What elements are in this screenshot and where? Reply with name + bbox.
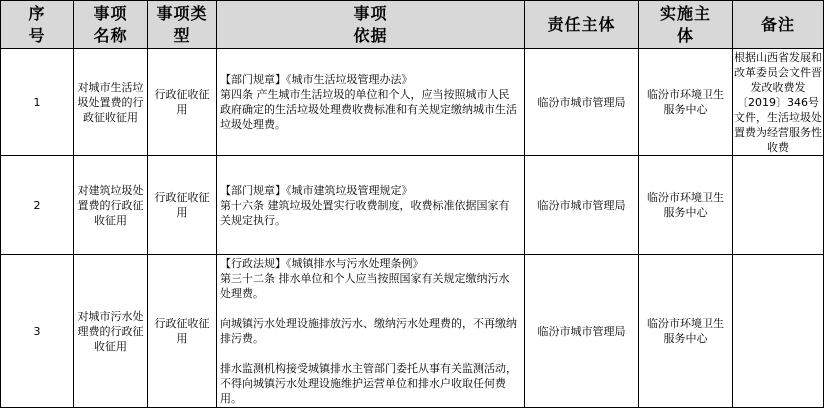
basis-paragraph: 【部门规章】《城市生活垃圾管理办法》 第四条 产生城市生活垃圾的单位和个人，应当按照城市人民政府确定的生活垃圾处理费收费标准和有关规定缴纳城市生活垃圾处理费。: [220, 73, 517, 131]
row-item-name: 对城市污水处理费的行政征收征用: [74, 255, 148, 408]
header-note-label: 备注: [760, 14, 795, 34]
row-responsible: 临汾市城市管理局: [525, 156, 639, 255]
basis-paragraph: 【部门规章】《城市建筑垃圾管理规定》 第十六条 建筑垃圾处置实行收费制度，收费标准依据国家有关规定执行。: [220, 183, 510, 227]
header-row: [1, 1, 824, 49]
row-seq: 1: [1, 49, 74, 156]
header-responsible-label: 责任主体: [547, 14, 616, 34]
row-basis: [217, 49, 525, 156]
basis-paragraph: 排水监测机构接受城镇排水主管部门委托从事有关监测活动，不得向城镇污水处理设施维护运营单位和排水户收取任何费用。: [220, 362, 517, 405]
row-item-name: 对城市生活垃圾处置费的行政征收征用: [74, 49, 148, 156]
row-basis: [217, 156, 525, 255]
basis-paragraph: 向城镇污水处理设施排放污水、缴纳污水处理费的，不再缴纳排污费。: [220, 317, 517, 345]
header-seq-label: 序 号: [28, 3, 46, 45]
header-note: [733, 1, 824, 49]
row-note: 根据山西省发展和改革委员会文件晋发改收费发〔2019〕346号文件，生活垃圾处置费为经营服务性收费: [734, 50, 822, 154]
header-responsible: [525, 1, 639, 49]
header-seq: [1, 1, 74, 49]
table-row: [1, 156, 824, 255]
row-implementer: 临汾市环境卫生服务中心: [639, 255, 733, 408]
row-item-name: 对建筑垃圾处置费的行政征收征用: [74, 156, 148, 255]
row-basis: [217, 255, 525, 408]
header-implementer: [639, 1, 733, 49]
header-basis-label: 事项 依据: [353, 3, 388, 45]
row-item-type: 行政征收征用: [148, 255, 217, 408]
row-implementer: 临汾市环境卫生服务中心: [639, 49, 733, 156]
header-item-name: [74, 1, 148, 49]
row-responsible: 临汾市城市管理局: [525, 49, 639, 156]
row-note: [733, 156, 824, 255]
row-note: [733, 255, 824, 408]
row-seq: 3: [1, 255, 74, 408]
header-item-type: [148, 1, 217, 49]
table-row: [1, 255, 824, 408]
header-implementer-label: 实施主 体: [659, 3, 711, 45]
header-basis: [217, 1, 525, 49]
row-seq: 2: [1, 156, 74, 255]
row-implementer: 临汾市环境卫生服务中心: [639, 156, 733, 255]
row-item-type: 行政征收征用: [148, 49, 217, 156]
row-item-type: 行政征收征用: [148, 156, 217, 255]
header-item-name-label: 事项 名称: [93, 3, 128, 45]
basis-paragraph: 【行政法规】《城镇排水与污水处理条例》 第三十二条 排水单位和个人应当按照国家有关规定缴纳污水处理费。: [220, 257, 510, 300]
table-row: [1, 49, 824, 156]
header-item-type-label: 事项类 型: [156, 3, 208, 45]
row-responsible: 临汾市城市管理局: [525, 255, 639, 408]
